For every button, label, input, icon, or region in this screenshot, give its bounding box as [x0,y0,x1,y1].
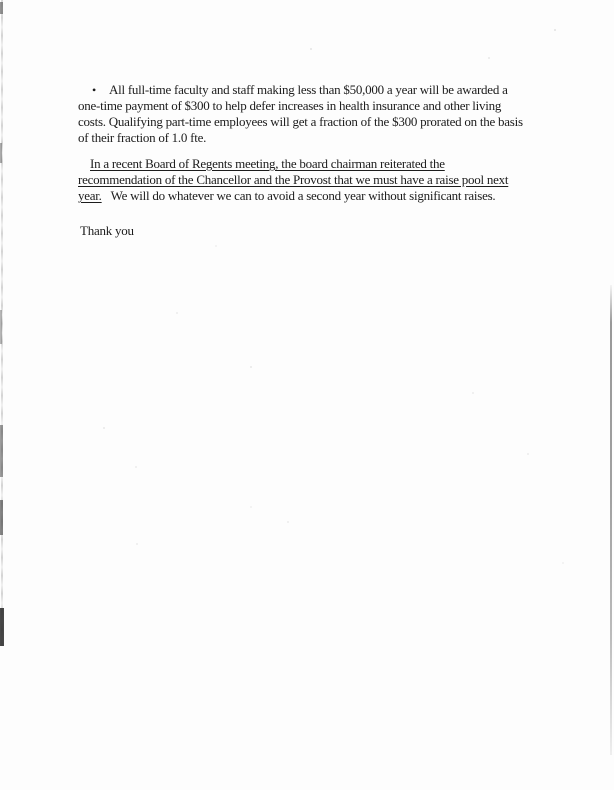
left-edge-scan-dash [0,143,2,163]
closing-text: Thank you [80,223,134,238]
scan-speck [554,29,556,31]
scan-speck [136,543,138,545]
scan-speck [287,521,289,523]
left-edge-scan-dash [0,2,3,14]
regents-underlined-text: In a recent Board of Regents meeting, the board chairman reiterated the recommendation of the Chancellor and the Provost that we must have a raise pool next year. [78,156,509,203]
letter-body [78,82,530,239]
scan-speck [488,57,490,59]
scan-speck [135,466,137,468]
left-edge-scan-dash [0,310,2,344]
scan-speck [562,562,564,564]
scan-speck [215,245,217,247]
bullet-glyph: • [92,83,96,97]
scan-speck [310,48,312,50]
scan-speck [250,506,252,508]
regents-paragraph [78,156,530,204]
regents-plain-text: We will do whatever we can to avoid a second year without significant raises. [110,188,496,203]
scan-speck [176,312,178,314]
bullet-paragraph-text: All full-time faculty and staff making less than $50,000 a year will be awarded a one-time payment of $300 to help defer increases in health insurance and other living costs. Qualifying part-time employees will get a fraction of the $300 prorated on the basis of their fraction of 1.0 fte. [78,82,523,145]
left-edge-scan-dash [0,500,3,535]
left-edge-scan-dash [0,425,3,477]
right-edge-scan-artifact [610,285,612,755]
scan-speck [250,366,252,368]
left-edge-scan-dash [0,608,4,646]
scan-speck [472,392,474,394]
scan-speck [527,453,529,455]
scan-speck [103,427,105,429]
bullet-paragraph [78,82,530,146]
